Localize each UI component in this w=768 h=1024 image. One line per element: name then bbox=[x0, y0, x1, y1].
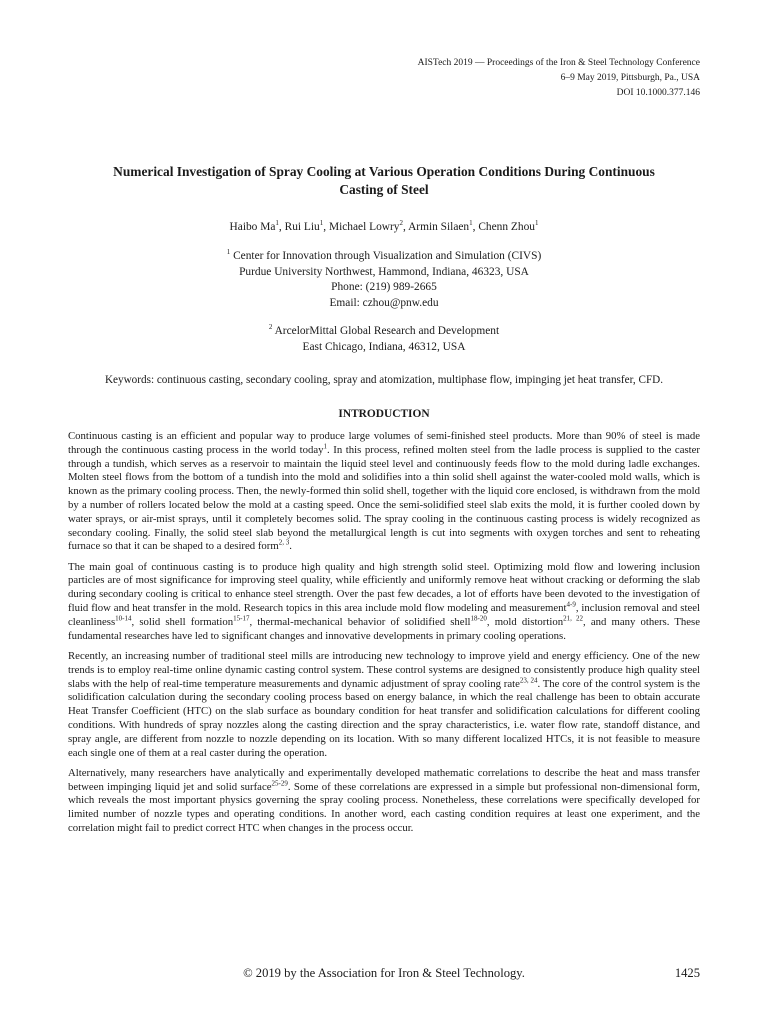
citation: 15-17 bbox=[233, 614, 250, 623]
citation: 1 bbox=[323, 442, 327, 451]
affiliation-mark: 1 bbox=[226, 248, 231, 257]
author-affiliation-mark: 1 bbox=[275, 219, 279, 228]
author-name: Armin Silaen bbox=[408, 221, 470, 233]
body-text bbox=[68, 430, 700, 842]
author-affiliation-mark: 1 bbox=[319, 219, 324, 228]
keywords: Keywords: continuous casting, secondary cooling, spray and atomization, multiphase flow, impinging jet heat transfer, CFD. bbox=[104, 374, 664, 386]
author-name: Chenn Zhou bbox=[478, 221, 535, 233]
section-heading: INTRODUCTION bbox=[338, 408, 430, 420]
header-conference: AISTech 2019 — Proceedings of the Iron & Steel Technology Conference bbox=[417, 58, 700, 68]
author-list: Haibo Ma$^1$, Rui Liu$^1$, Michael Lowry$^2$, Armin Silaen$^1$, Chenn Zhou$^1$ bbox=[229, 219, 539, 233]
author-affiliation-mark: 1 bbox=[534, 219, 539, 228]
paper-title bbox=[60, 163, 708, 199]
conference-header bbox=[418, 56, 700, 101]
author-name: Michael Lowry bbox=[328, 221, 400, 233]
affiliation-address: East Chicago, Indiana, 46312, USA bbox=[302, 340, 466, 353]
citation: 25-29 bbox=[271, 779, 288, 788]
header-doi: DOI 10.1000.377.146 bbox=[616, 88, 700, 98]
affiliation-phone: Phone: (219) 989-2665 bbox=[331, 281, 437, 293]
paragraph: The main goal of continuous casting is to produce high quality and high strength solid steel. Optimizing mold flow and lowering inclusion particles are of most significance for improving steel quality, while efficiently and uniformly remove heat without cracking or deforming the slab during secondary cooling is critical to enhance steel strength. Over the past few decades, a lot of efforts have been devoted to the investigation of fluid flow and heat transfer in the mold. Research topics in this area include mold flow modeling and measurement$^{4-9}$, inclusion removal and steel cleanliness$^{10-14}$, solid shell formation$^{15-17}$, thermal-mechanical behavior of solidified shell$^{18-20}$, mold distortion$^{21, 22}$, and many others. These fundamental researches have led to significant changes and innovative developments in primary cooling operations. bbox=[68, 560, 700, 642]
affiliation-email: Email: czhou@pnw.edu bbox=[329, 296, 439, 309]
citation: 21, 22 bbox=[563, 614, 584, 623]
affiliation-address: Purdue University Northwest, Hammond, Indiana, 46323, USA bbox=[239, 265, 529, 278]
copyright-notice: © 2019 by the Association for Iron & Steel Technology. bbox=[243, 966, 525, 980]
citation: 4-9 bbox=[566, 600, 576, 609]
affiliation-1 bbox=[60, 249, 708, 311]
paragraph: Recently, an increasing number of traditional steel mills are introducing new technology to improve yield and energy efficiency. One of the new trends is to employ real-time online dynamic casting control system. These control systems are designed to consistently produce high quality steel slabs with the help of real-time temperature measurements and dynamic adjustment of spray cooling rate$^{23, 24}$. The core of the control system is the solidification calculation during the secondary cooling process based on energy balance, in which the real challenge has been to obtain accurate Heat Transfer Coefficient (HTC) on the slab surface as boundary condition for heat transfer and solidification calculations for different cooling conditions. With hundreds of spray nozzles along the casting direction and the spray characteristics, i.e. water flow rate, standoff distance, and spray angle, are different from nozzle to nozzle depending on its location. With so many different localized HTCs, it is not feasible to measure each single one of them at a real caster during the operation. bbox=[68, 649, 701, 759]
citation: 18-20 bbox=[470, 614, 487, 623]
header-dates: 6–9 May 2019, Pittsburgh, Pa., USA bbox=[560, 73, 700, 83]
author-name: Haibo Ma bbox=[229, 221, 276, 233]
paragraph: Alternatively, many researchers have analytically and experimentally developed mathematic correlations to describe the heat and mass transfer between impinging liquid jet and solid surface$^{25-29}$. Some of these correlations are expressed in a simple but professional non-dimensional form, which reveals the most important physics governing the spray cooling process. Nonetheless, these correlations were specifically developed for limited number of nozzle types and operating conditions. In another word, each casting condition requires at least one experiment, and the correlation might fail to predict correct HTC when changes in the process occur. bbox=[68, 766, 700, 835]
author-affiliation-mark: 2 bbox=[399, 219, 403, 228]
author-name: Rui Liu bbox=[284, 221, 320, 233]
author-affiliation-mark: 1 bbox=[469, 219, 473, 228]
affiliation-mark: 2 bbox=[268, 323, 273, 332]
citation: 2, 3 bbox=[278, 538, 290, 547]
page-number: 1425 bbox=[674, 966, 700, 980]
citation: 23, 24 bbox=[519, 675, 538, 684]
paragraph: Continuous casting is an efficient and popular way to produce large volumes of semi-finished steel products. More than 90% of steel is made through the continuous casting process in the world today$^1$. In this process, refined molten steel from the ladle process is supplied to the caster through a tundish, which serves as a reservoir to maintain the liquid steel level and continuously feeds flow to the mold during ladle exchanges. Molten steel flows from the bottom of a tundish into the mold and solidifies into a thin solid shell against the water-cooled mold walls, which is known as the primary cooling process. Then, the newly-formed thin solid shell, together with the liquid core enclosed, is withdrawn from the mold by a number of rollers located below the mold at a casting speed. Once the semi-solidified steel slab exits the mold, it is further cooled down by water sprays, or air-mist sprays, until it completely becomes solid. The spray cooling in the continuous casting process is widely recognized as secondary cooling. Finally, the solid steel slab beyond the metallurgical length is cut into segments with oxygen torches and sent to reheating furnace so that it can be shaped to a desired form$^{2, 3}$. bbox=[68, 430, 700, 553]
title-line-1: Numerical Investigation of Spray Cooling at Various Operation Conditions During Continuous bbox=[113, 164, 655, 179]
affiliation-2 bbox=[60, 324, 708, 355]
citation: 10-14 bbox=[115, 614, 132, 623]
affiliation-institution: ArcelorMittal Global Research and Development bbox=[274, 325, 500, 337]
affiliation-institution: Center for Innovation through Visualization and Simulation (CIVS) bbox=[233, 250, 542, 262]
title-line-2: Casting of Steel bbox=[339, 182, 429, 197]
